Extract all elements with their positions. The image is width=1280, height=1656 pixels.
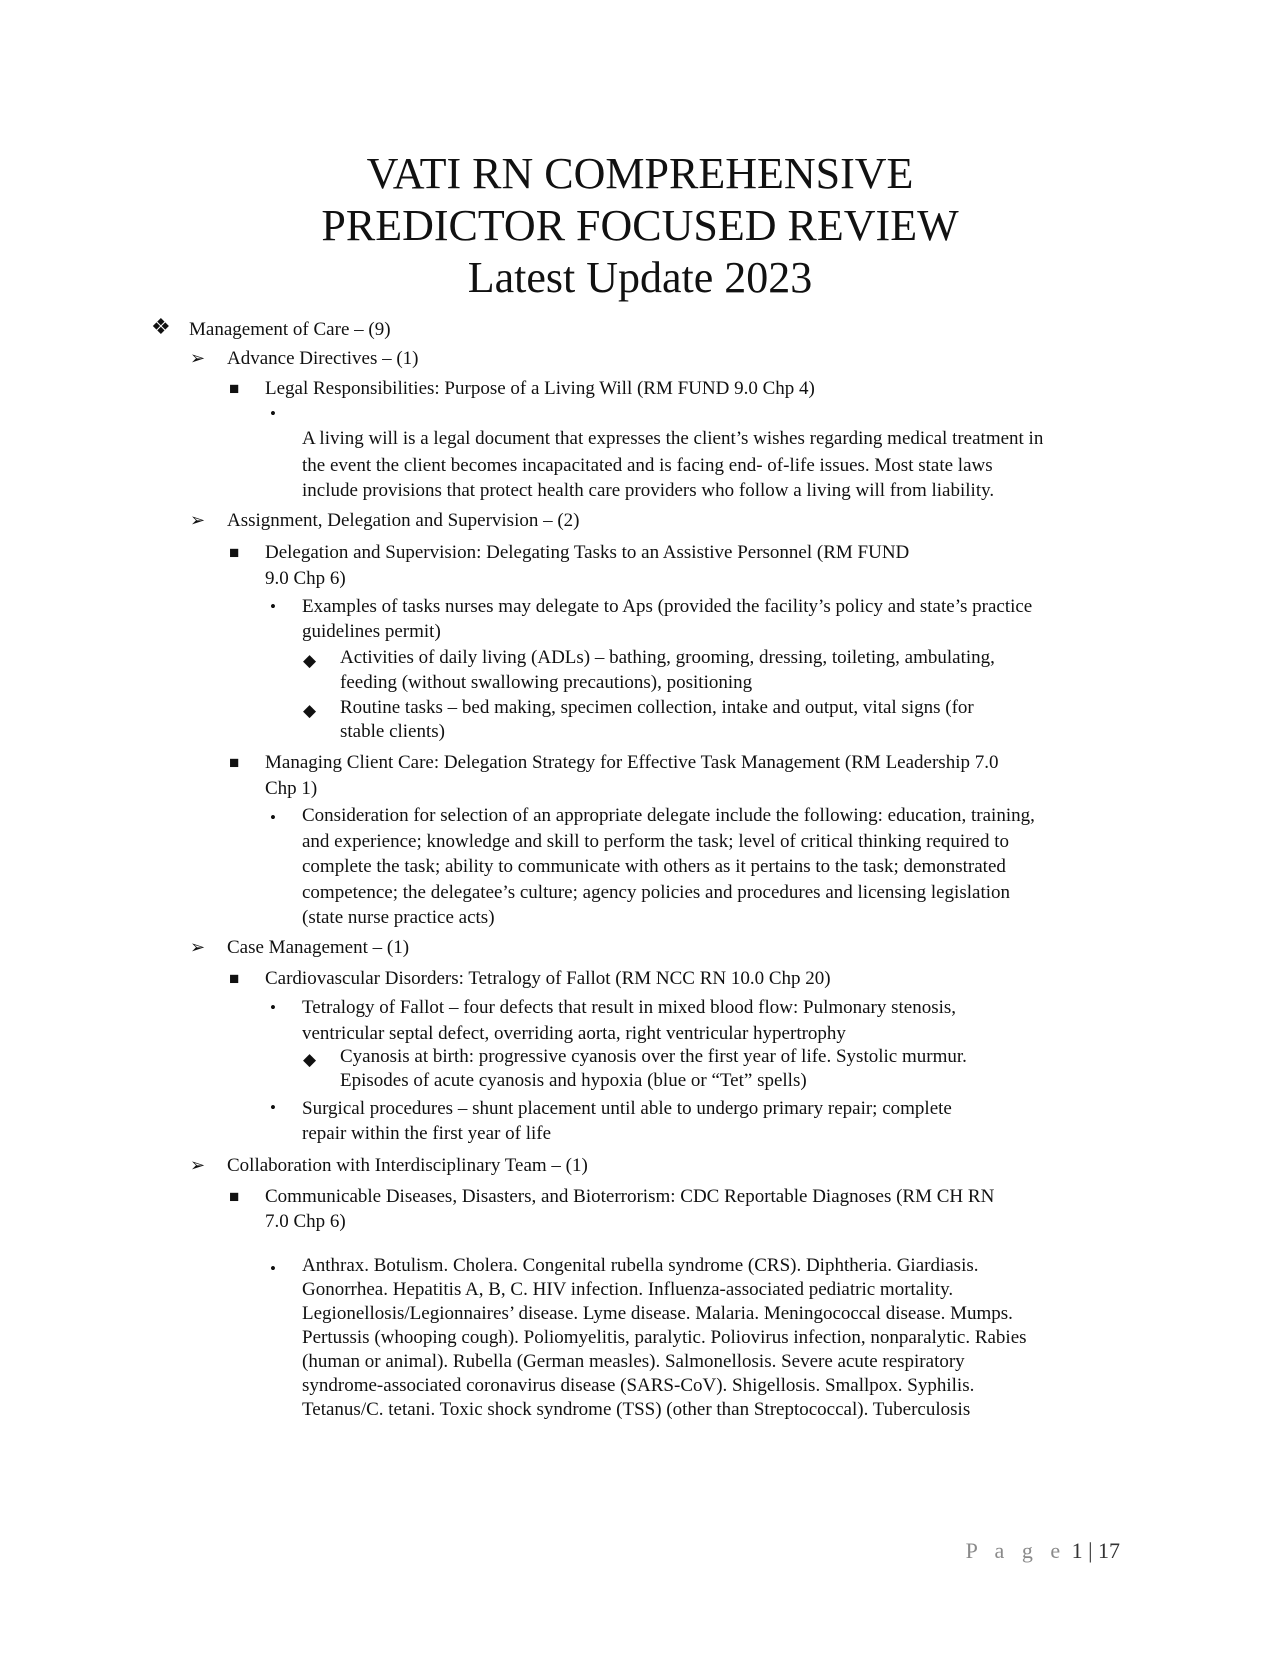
section-heading: Management of Care – (9) bbox=[189, 319, 391, 340]
dot-bullet-icon: • bbox=[270, 808, 276, 827]
arrow-bullet-icon: ➢ bbox=[190, 348, 206, 368]
detail-line: repair within the first year of life bbox=[302, 1123, 552, 1144]
title-line-1: VATI RN COMPREHENSIVE bbox=[366, 149, 914, 198]
detail-line: the event the client becomes incapacitated and is facing end- of-life issues. Most state laws bbox=[302, 455, 993, 476]
detail-line: (state nurse practice acts) bbox=[302, 907, 495, 928]
dot-bullet-icon: • bbox=[270, 1259, 276, 1278]
subsection-heading: Advance Directives – (1) bbox=[227, 348, 419, 369]
arrow-bullet-icon: ➢ bbox=[190, 937, 206, 957]
detail-line: (human or animal). Rubella (German measles). Salmonellosis. Severe acute respiratory bbox=[302, 1351, 965, 1372]
square-bullet-icon: ■ bbox=[229, 1187, 240, 1206]
detail-line: Examples of tasks nurses may delegate to Aps (provided the facility’s policy and state’s practice bbox=[302, 596, 1033, 617]
detail-line: A living will is a legal document that expresses the client’s wishes regarding medical treatment in bbox=[302, 428, 1044, 449]
topic-line: 7.0 Chp 6) bbox=[265, 1211, 346, 1232]
detail-line: Consideration for selection of an appropriate delegate include the following: education, training, bbox=[302, 805, 1035, 826]
document-title bbox=[0, 148, 1280, 304]
arrow-bullet-icon: ➢ bbox=[190, 510, 206, 530]
detail-line: and experience; knowledge and skill to perform the task; level of critical thinking required to bbox=[302, 831, 1009, 852]
detail-line: Legionellosis/Legionnaires’ disease. Lyme disease. Malaria. Meningococcal disease. Mumps. bbox=[302, 1303, 1013, 1324]
dot-bullet-icon: • bbox=[270, 404, 276, 423]
square-bullet-icon: ■ bbox=[229, 543, 240, 562]
detail-line: syndrome-associated coronavirus disease (SARS-CoV). Shigellosis. Smallpox. Syphilis. bbox=[302, 1375, 975, 1396]
detail-line: Surgical procedures – shunt placement until able to undergo primary repair; complete bbox=[302, 1098, 952, 1119]
topic-line: Legal Responsibilities: Purpose of a Living Will (RM FUND 9.0 Chp 4) bbox=[265, 378, 815, 399]
square-bullet-icon: ■ bbox=[229, 379, 240, 398]
topic-line: Communicable Diseases, Disasters, and Bioterrorism: CDC Reportable Diagnoses (RM CH RN bbox=[265, 1186, 995, 1207]
subsection-heading: Case Management – (1) bbox=[227, 937, 410, 958]
detail-line: Cyanosis at birth: progressive cyanosis over the first year of life. Systolic murmur. bbox=[340, 1046, 967, 1067]
detail-line: Pertussis (whooping cough). Poliomyelitis, paralytic. Poliovirus infection, nonparalytic. Rabies bbox=[302, 1327, 1027, 1348]
topic-line: Delegation and Supervision: Delegating Tasks to an Assistive Personnel (RM FUND bbox=[265, 542, 910, 563]
detail-line: Tetralogy of Fallot – four defects that result in mixed blood flow: Pulmonary stenosis, bbox=[302, 997, 957, 1018]
diamond-bullet-icon: ◆ bbox=[303, 701, 317, 720]
page-number: 1 bbox=[1071, 1538, 1083, 1563]
detail-line: competence; the delegatee’s culture; agency policies and procedures and licensing legislation bbox=[302, 882, 1011, 903]
diamond-bullet-icon: ◆ bbox=[303, 1050, 317, 1069]
page-label: P a g e bbox=[965, 1538, 1067, 1563]
dot-bullet-icon: • bbox=[270, 597, 276, 616]
topic-line: Cardiovascular Disorders: Tetralogy of Fallot (RM NCC RN 10.0 Chp 20) bbox=[265, 968, 831, 989]
page-separator: | bbox=[1082, 1538, 1098, 1563]
diamond-bullet-icon: ◆ bbox=[303, 651, 317, 670]
detail-line: ventricular septal defect, overriding aorta, right ventricular hypertrophy bbox=[302, 1023, 846, 1044]
topic-line: Chp 1) bbox=[265, 778, 318, 799]
detail-line: stable clients) bbox=[340, 721, 445, 742]
dot-bullet-icon: • bbox=[270, 1098, 276, 1117]
subsection-heading: Collaboration with Interdisciplinary Team – (1) bbox=[227, 1155, 588, 1176]
detail-line: guidelines permit) bbox=[302, 621, 441, 642]
arrow-bullet-icon: ➢ bbox=[190, 1155, 206, 1175]
topic-line: Managing Client Care: Delegation Strategy for Effective Task Management (RM Leadership 7.0 bbox=[265, 752, 999, 773]
detail-line: Gonorrhea. Hepatitis A, B, C. HIV infection. Influenza-associated pediatric mortality. bbox=[302, 1279, 954, 1300]
detail-line: Activities of daily living (ADLs) – bathing, grooming, dressing, toileting, ambulating, bbox=[340, 647, 995, 668]
title-line-3: Latest Update 2023 bbox=[467, 253, 813, 302]
page-footer bbox=[966, 1538, 1120, 1564]
topic-line: 9.0 Chp 6) bbox=[265, 568, 346, 589]
detail-line: include provisions that protect health care providers who follow a living will from liability. bbox=[302, 480, 995, 501]
square-bullet-icon: ■ bbox=[229, 753, 240, 772]
title-line-2: PREDICTOR FOCUSED REVIEW bbox=[321, 201, 959, 250]
total-pages: 17 bbox=[1098, 1538, 1120, 1563]
subsection-heading: Assignment, Delegation and Supervision – (2) bbox=[227, 510, 580, 531]
dot-bullet-icon: • bbox=[270, 998, 276, 1017]
detail-line: complete the task; ability to communicate with others as it pertains to the task; demonstrated bbox=[302, 856, 1006, 877]
square-bullet-icon: ■ bbox=[229, 969, 240, 988]
detail-line: feeding (without swallowing precautions), positioning bbox=[340, 672, 753, 693]
four-diamond-bullet-icon: ❖ bbox=[151, 314, 171, 339]
detail-line: Anthrax. Botulism. Cholera. Congenital rubella syndrome (CRS). Diphtheria. Giardiasis. bbox=[302, 1255, 979, 1276]
detail-line: Routine tasks – bed making, specimen collection, intake and output, vital signs (for bbox=[340, 697, 974, 718]
detail-line: Episodes of acute cyanosis and hypoxia (blue or “Tet” spells) bbox=[340, 1070, 807, 1091]
detail-line: Tetanus/C. tetani. Toxic shock syndrome (TSS) (other than Streptococcal). Tuberculosis bbox=[302, 1399, 971, 1420]
